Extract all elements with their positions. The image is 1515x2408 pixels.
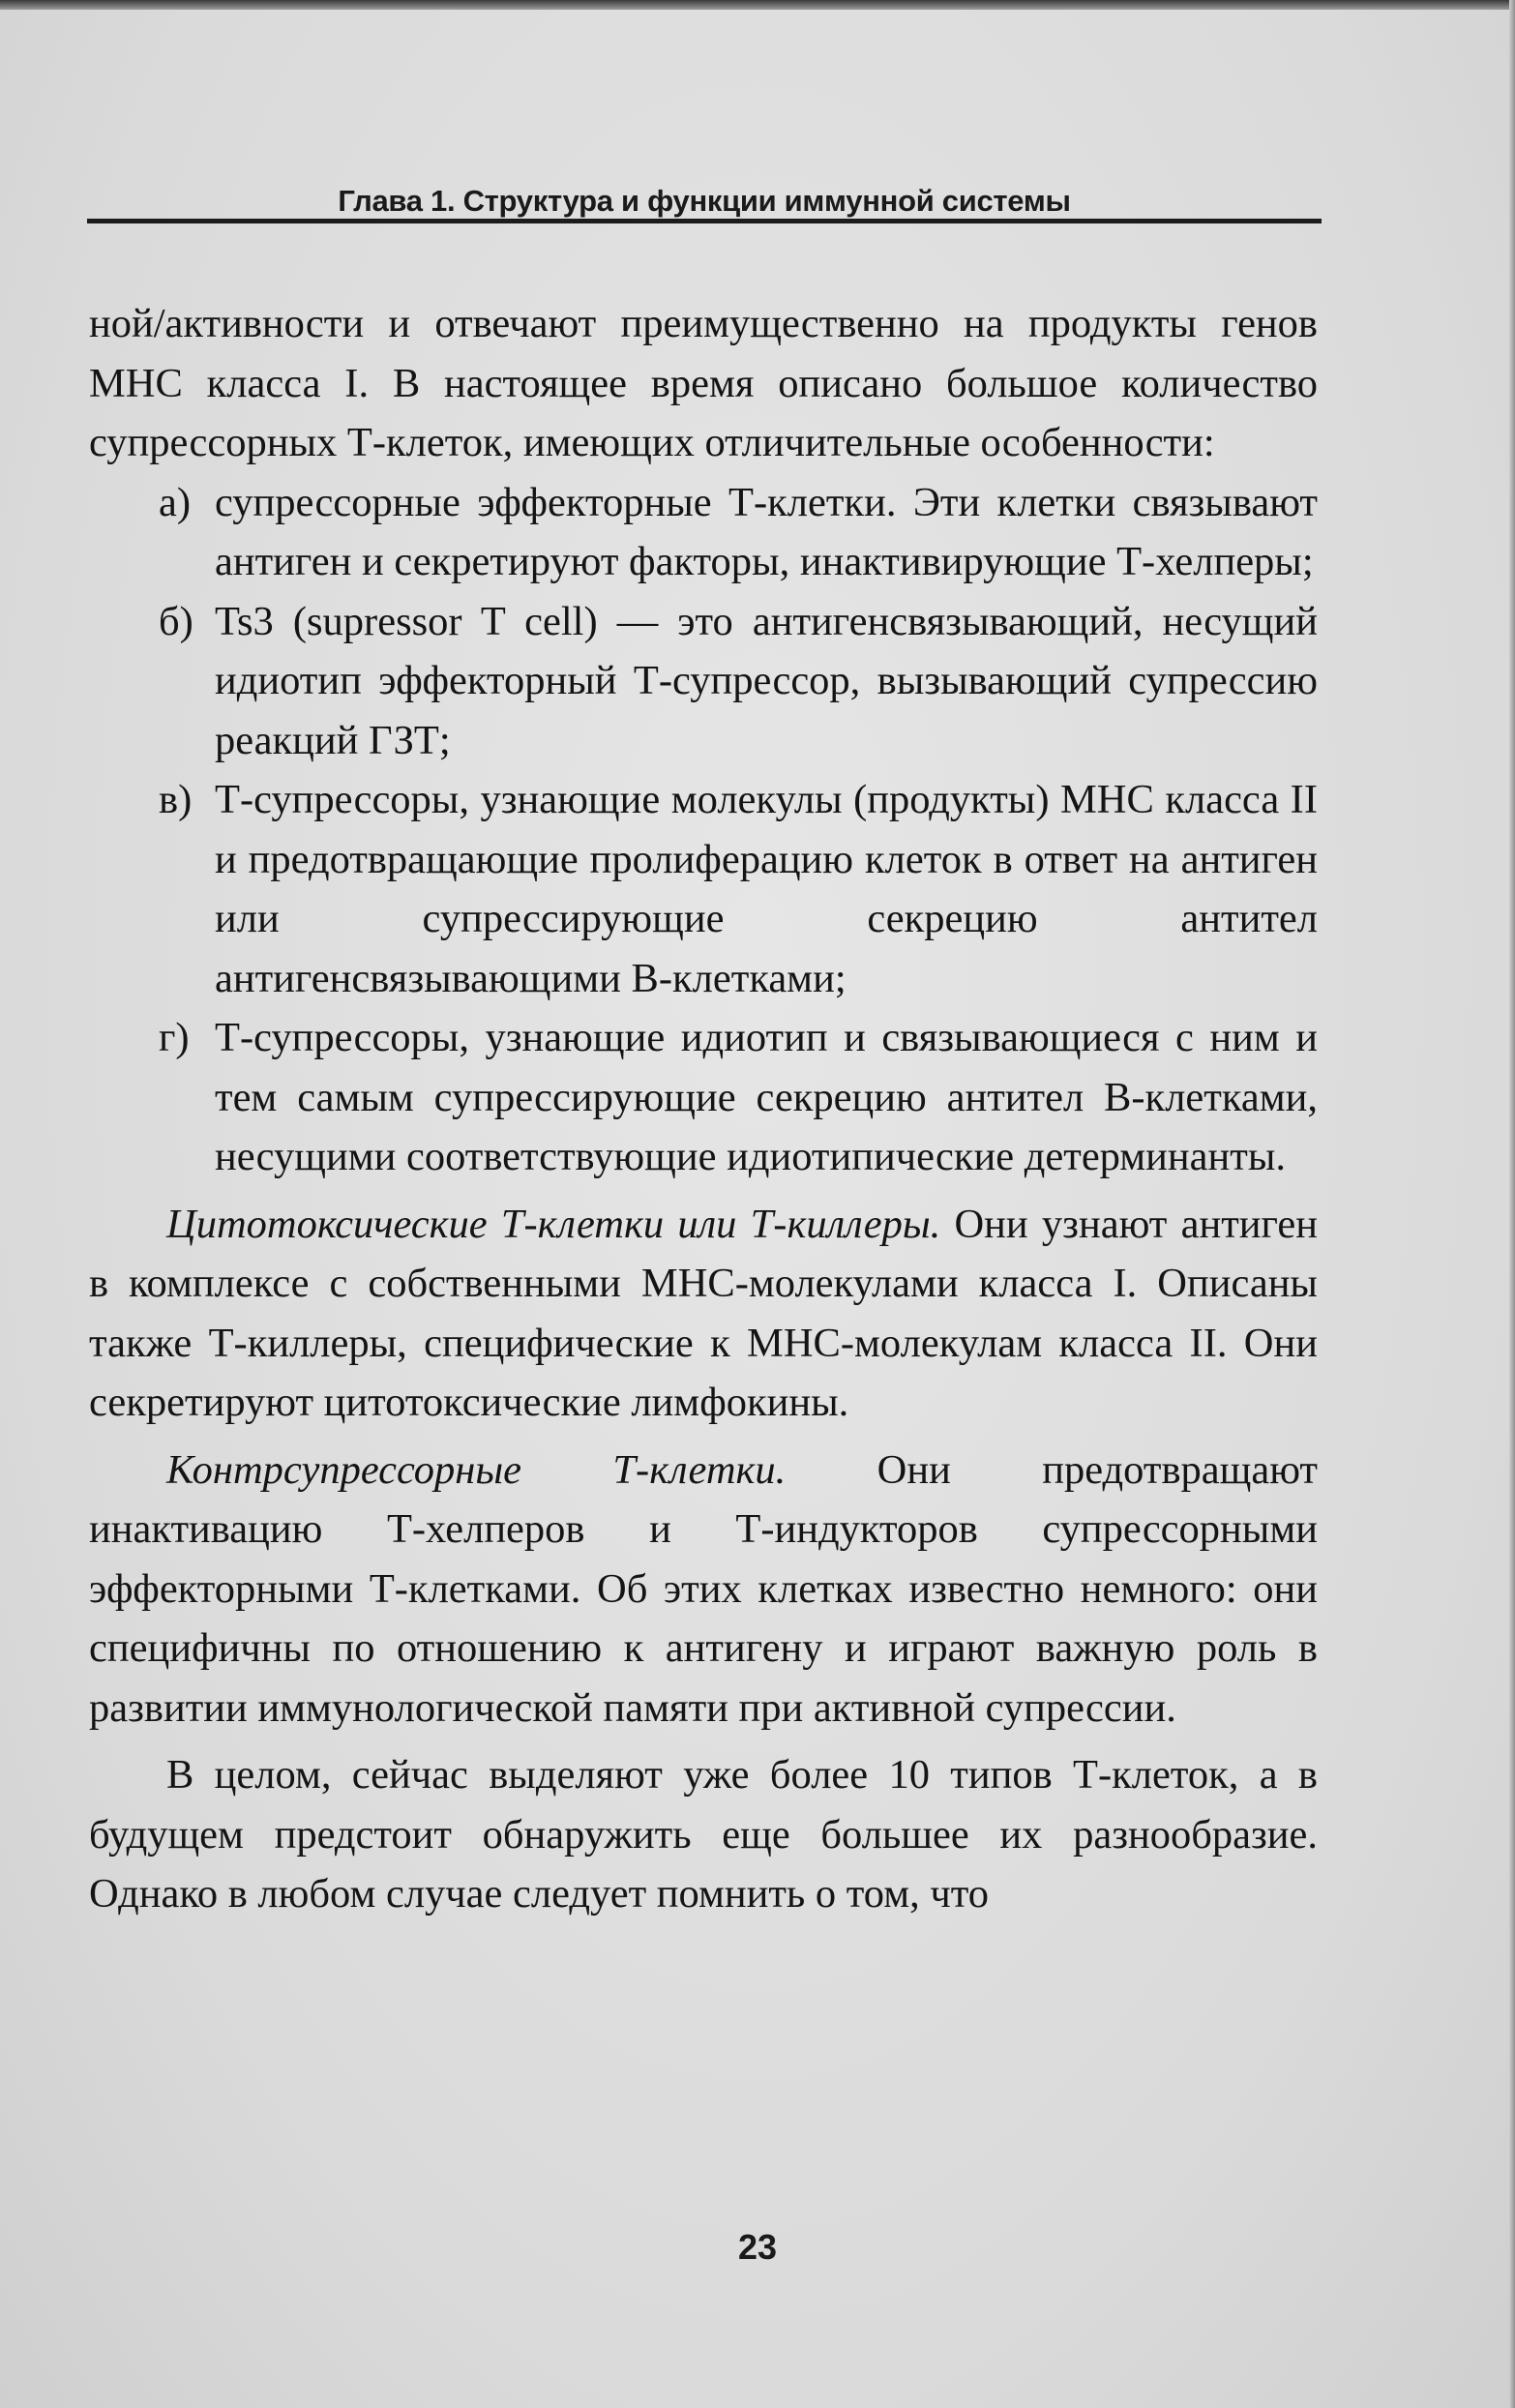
contrasuppressor-paragraph: [89, 1441, 1318, 1739]
contrasuppressor-term: Контрсупрессорные Т-клетки.: [166, 1446, 787, 1493]
running-header: Глава 1. Структура и функции иммунной системы: [338, 184, 1071, 218]
list-item-text: Ts3 (supressor T cell) — это антигенсвязывающий, несущий идиотип эффекторный Т-супрессор, вызывающий супрессию реакций ГЗТ;: [215, 598, 1318, 763]
list-item: [89, 1008, 1318, 1187]
contrasuppressor-text: Они предотвращают инактивацию Т-хелперов и Т-индукторов супрессорными эффекторными Т-клетками. Об этих клетках известно немного: они специфичны по отношению к антигену и играют важную роль в развитии иммунологической памяти при активной супрессии.: [89, 1446, 1318, 1731]
list-item-text: супрессорные эффекторные Т-клетки. Эти клетки связывают антиген и секретируют факторы, инактивирующие Т-хелперы;: [215, 479, 1318, 584]
list-item-text: Т-супрессоры, узнающие идиотип и связывающиеся с ним и тем самым супрессирующие секрецию антител В-клетками, несущими соответствующие идиотипические детерминанты.: [215, 1015, 1318, 1179]
page-number: 23: [737, 2227, 778, 2267]
list-item: [89, 770, 1318, 1008]
list-item-text: Т-супрессоры, узнающие молекулы (продукты) МНС класса II и предотвращающие пролиферацию клеток в ответ на антиген или супрессирующие секрецию антител антигенсвязывающими В-клетками;: [215, 777, 1318, 1001]
header-rule: [87, 219, 1322, 223]
body-text: [89, 294, 1318, 1924]
cytotoxic-text: Они узнают антиген в комплексе с собственными МНС-молекулами класса I. Описаны также Т-киллеры, специфические к МНС-молекулам класса II. Они секретируют цитотоксические лимфокины.: [89, 1201, 1318, 1425]
list-marker: в): [159, 777, 193, 822]
cytotoxic-term: Цитотоксические Т-клетки или Т-киллеры.: [166, 1201, 941, 1247]
list-item: [89, 473, 1318, 592]
list-item: [89, 592, 1318, 771]
page-top-edge: [0, 0, 1515, 10]
list-marker: г): [159, 1015, 190, 1060]
cytotoxic-paragraph: [89, 1195, 1318, 1433]
list-marker: б): [159, 598, 193, 644]
summary-paragraph: В целом, сейчас выделяют уже более 10 типов Т-клеток, а в будущем предстоит обнаружить еще большее их разнообразие. Однако в любом случае следует помнить о том, что: [89, 1752, 1318, 1917]
intro-paragraph: ной/активности и отвечают преимущественно на продукты генов МНС класса I. В настоящее время описано большое количество супрессорных Т-клеток, имеющих отличительные особенности:: [89, 301, 1318, 465]
list-marker: а): [159, 479, 192, 525]
suppressor-list: [89, 473, 1318, 1187]
page-right-edge: [1509, 0, 1515, 2408]
